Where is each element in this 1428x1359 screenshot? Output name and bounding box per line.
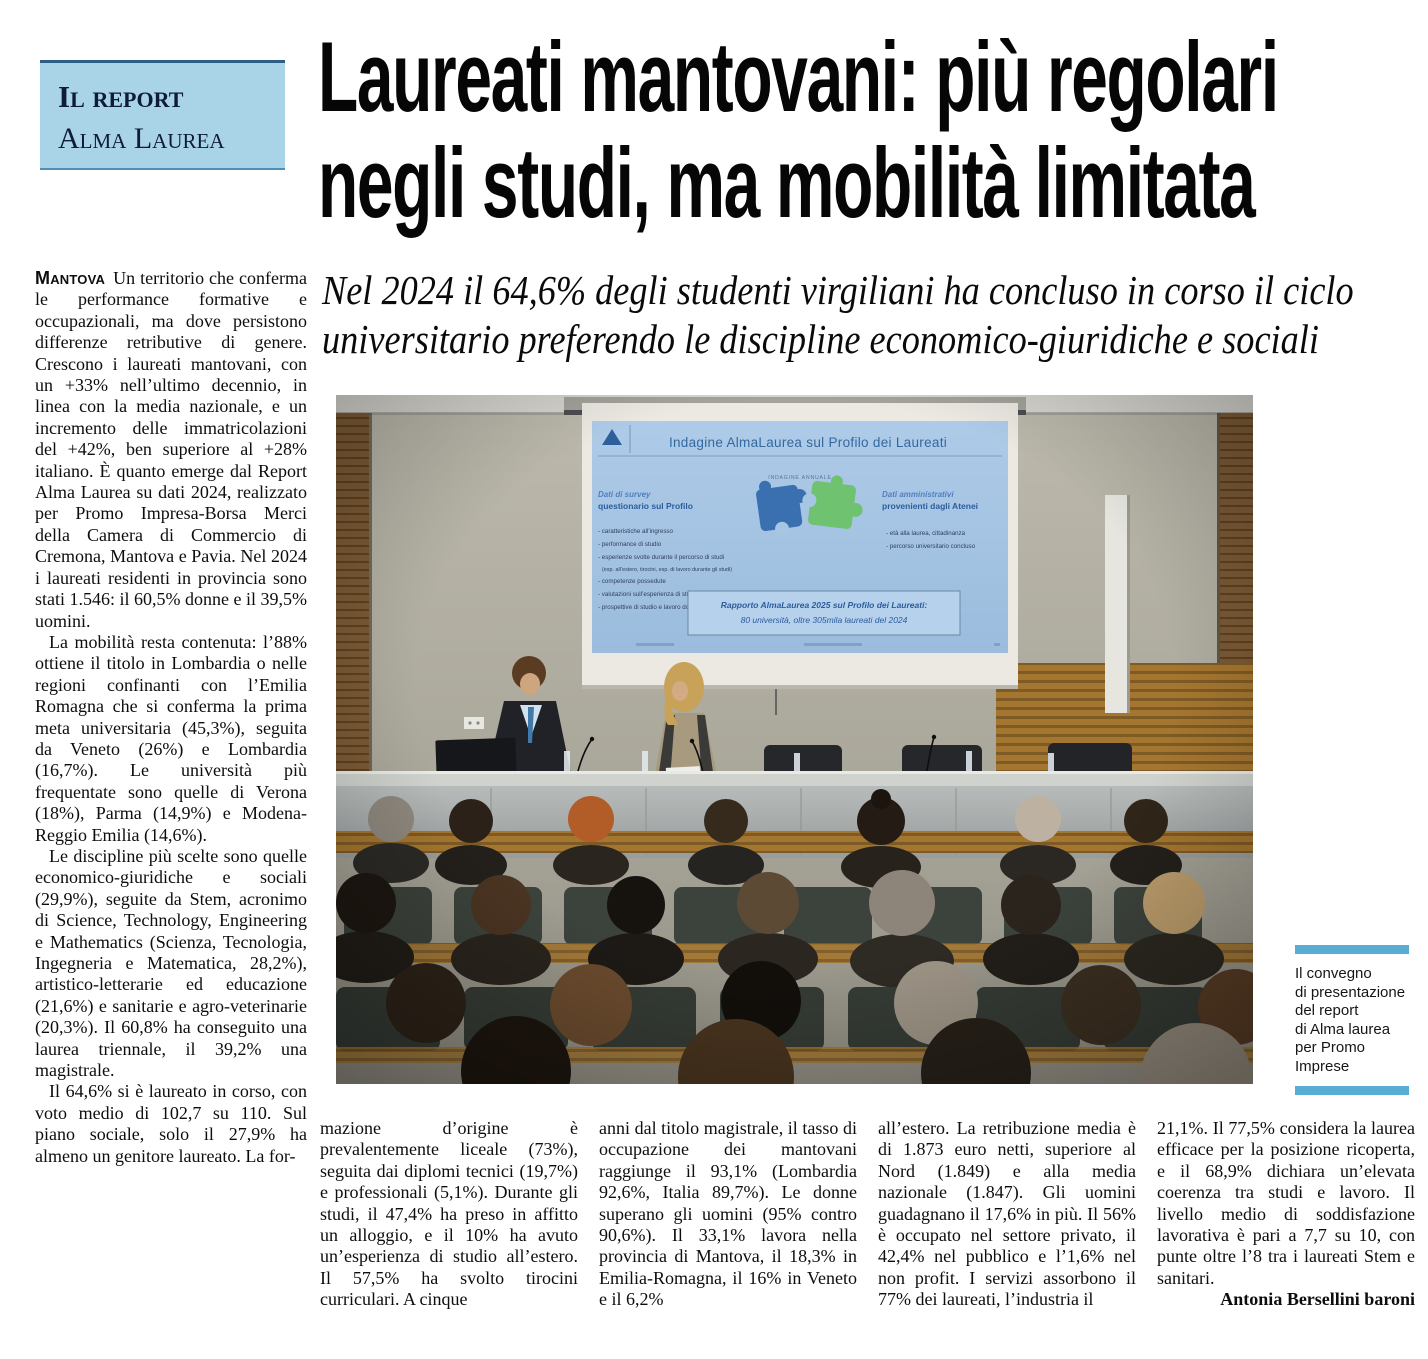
bottom-column-4	[1157, 1118, 1415, 1359]
headline-line1: Laureati mantovani: più regolari	[318, 21, 1278, 132]
caption-bar-top	[1295, 945, 1409, 954]
headline	[318, 21, 1423, 238]
kicker-box	[40, 60, 285, 170]
photo-caption	[1295, 945, 1409, 1095]
caption-line: di Alma laurea	[1295, 1020, 1391, 1038]
caption-line: Il convegno	[1295, 965, 1372, 982]
conference-photo-svg	[336, 395, 1253, 1084]
article-left-column	[35, 268, 307, 1359]
paragraph: Le discipline più scelte sono quelle economico-giuridiche e sociali (29,9%), seguite da Stem, acronimo di Science, Technology, Engineering e Mathematics (Scienza, Tecnologia, Ingegneria e Matematica, 28,2%), artistico-letterarie ed educazione (21,6%) e sanitarie e agro-veterinarie (20,3%). Il 60,8% ha conseguito una laurea triennale, il 39,2% una magistrale.	[35, 845, 307, 1081]
caption-bar-bottom	[1295, 1086, 1409, 1095]
kicker-line2: Alma Laurea	[58, 122, 225, 155]
paragraph: Il 64,6% si è laureato in corso, con voto medio di 102,7 su 110. Sul piano sociale, solo il 27,9% ha almeno un genitore laureato. La for-	[35, 1081, 307, 1166]
bottom-column-1: mazione d’origine è prevalentemente liceale (73%), seguita dai diplomi tecnici (19,7%) e professionali (5,1%). Durante gli studi, il 47,4% ha preso in affitto un alloggio, e il 10% ha avuto un’esperienza di studio all’estero. Il 57,5% ha svolto tirocini curriculari. A cinque	[320, 1118, 578, 1310]
caption-line: di presentazione	[1295, 983, 1406, 1001]
subhead-line1: Nel 2024 il 64,6% degli studenti virgiliani ha concluso in corso il ciclo	[322, 267, 1354, 313]
headline-line2: negli studi, ma mobilità limitata	[318, 127, 1255, 238]
dateline: Mantova	[35, 268, 106, 288]
paragraph	[35, 268, 307, 632]
caption-line: del report	[1295, 1002, 1359, 1019]
bottom-column-4-text: 21,1%. Il 77,5% considera la laurea efficace per la posizione ricoperta, e il 68,9% dichiara un’elevata coerenza tra studi e lavoro. Il livello medio di soddisfazione lavorativa è pari a 7,7 su 10, con punte oltre l’8 tra i laureati Stem e sanitari.	[1157, 1118, 1415, 1288]
article-bottom-columns	[320, 1118, 1416, 1359]
subhead-line2: universitario preferendo le discipline economico-giuridiche e sociali	[322, 316, 1319, 362]
caption-line: Imprese	[1295, 1057, 1350, 1075]
bottom-column-2: anni dal titolo magistrale, il tasso di occupazione dei mantovani raggiunge il 93,1% (Lombardia 92,6%, Italia 89,7%). Le donne superano gli uomini (95% contro 90,6%). Il 33,1% lavora nella provincia di Mantova, il 18,3% in Emilia-Romagna, il 16% in Veneto e il 6,2%	[599, 1118, 857, 1310]
bottom-column-3: all’estero. La retribuzione media è di 1.873 euro netti, superiore al Nord (1.849) e alla media nazionale (1.847). Gli uomini guadagnano il 17,6% in più. Il 56% è occupato nel settore privato, il 42,4% nel pubblico e l’1,6% nel non profit. I servizi assorbono il 77% dei laureati, l’industria il	[878, 1118, 1136, 1310]
conference-photo	[336, 395, 1253, 1084]
paragraph: La mobilità resta contenuta: l’88% ottiene il titolo in Lombardia o nelle regioni confinanti con l’Emilia Romagna che si conferma la prima meta universitaria (45,3%), seguita da Veneto (26%) e Lombardia (16,7%). Le università più frequentate sono quelle di Verona (18%), Parma (14,9%) e Modena-Reggio Emilia (14,6%).	[35, 631, 307, 845]
subhead	[322, 266, 1422, 364]
paragraph-text: Un territorio che conferma le performance formative e occupazionali, ma dove persistono differenze retributive di genere. Crescono i laureati mantovani, con un +33% nell’ultimo decennio, in linea con la media nazionale, e un incremento delle immatricolazioni del +42%, ben superiore al +28% italiano. È quanto emerge dal Report Alma Laurea su dati 2024, realizzato per Promo Impresa-Borsa Merci della Camera di Commercio di Cremona, Mantova e Pavia. Nel 2024 i laureati residenti in provincia sono stati 1.546: il 60,5% donne e il 39,5% uomini.	[35, 268, 307, 631]
caption-line: per Promo	[1295, 1039, 1366, 1056]
kicker-line1: Il report	[58, 79, 184, 114]
byline: Antonia Bersellini baroni	[1220, 1289, 1415, 1310]
vignette	[336, 395, 1253, 1084]
